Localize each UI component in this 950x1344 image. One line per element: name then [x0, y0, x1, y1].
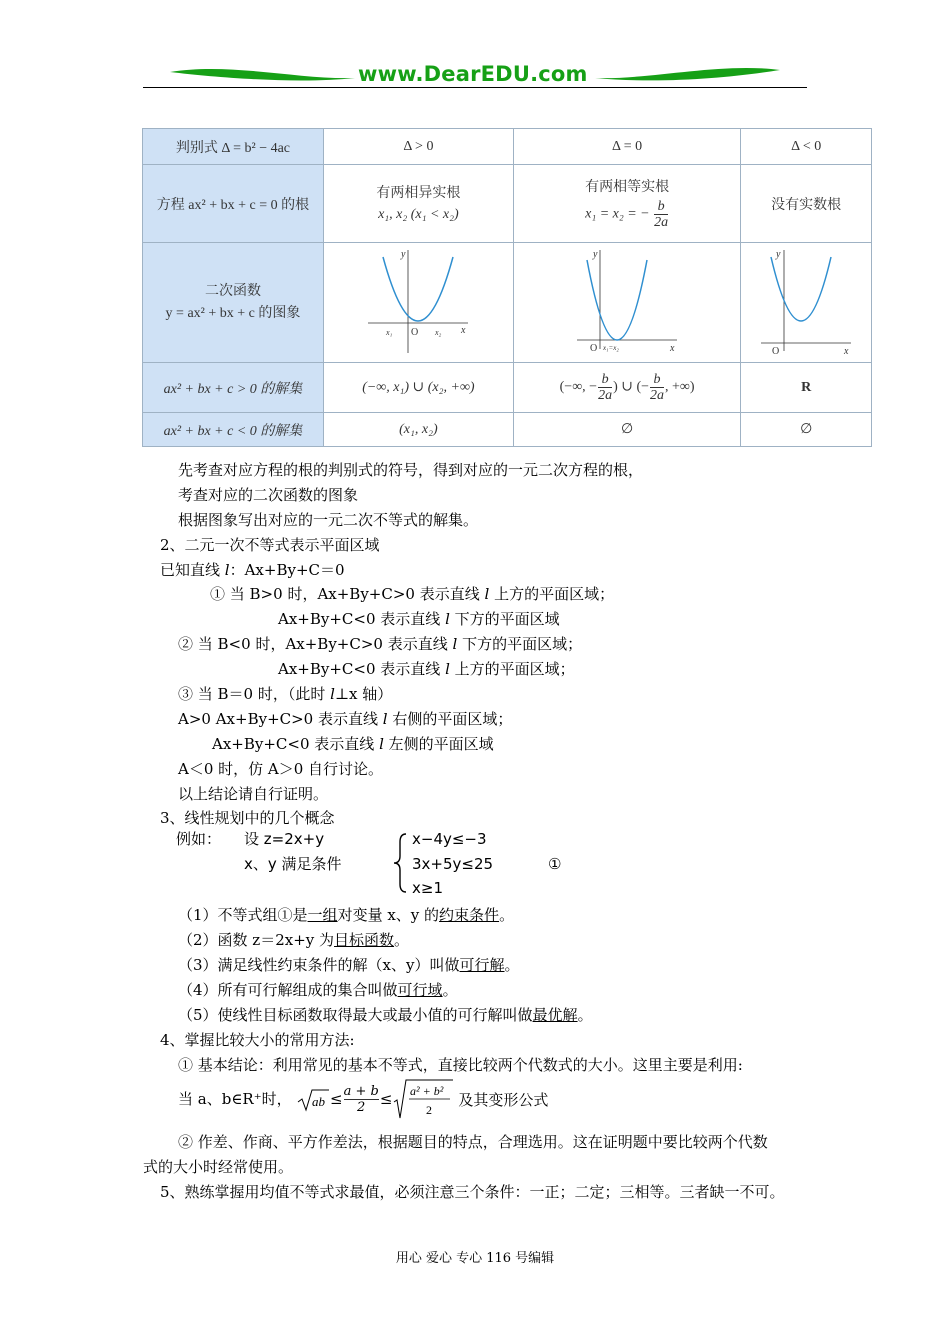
text-part: 目标函数 — [334, 931, 395, 949]
table-row — [143, 413, 872, 447]
text-part: 对变量 x、y 的 — [337, 906, 440, 924]
paragraph — [212, 734, 494, 754]
axis-label-x: x — [670, 343, 675, 354]
constraint-mark: ① — [548, 855, 562, 873]
text-part: 最优解 — [532, 1006, 578, 1024]
roots-values: x₁, x₂ (x₁ < x₂) — [378, 206, 459, 222]
quadratic-table — [142, 128, 872, 447]
origin-label: O — [772, 346, 780, 355]
denominator: 2a — [654, 215, 669, 230]
text-part: 左侧的平面区域 — [383, 735, 494, 753]
paragraph: 以上结论请自行证明。 — [178, 785, 329, 803]
text-part: l — [452, 635, 458, 653]
row-label-lt: ax² + bx + c < 0 的解集 — [143, 413, 324, 447]
text-part: 下方的平面区域； — [457, 635, 583, 653]
numerator: a² + b² — [410, 1084, 444, 1098]
le-sign: ≤ — [330, 1090, 343, 1108]
text-part: 约束条件 — [439, 906, 500, 924]
paragraph — [178, 709, 512, 729]
gt-part-b: ) ∪ (− — [613, 379, 650, 395]
graph-cell-2 — [513, 243, 740, 363]
denominator: 2 — [426, 1103, 433, 1117]
col-head-gt0: Δ > 0 — [323, 129, 513, 165]
text-part: ：Ax+By+C＝0 — [229, 561, 345, 579]
header-rule — [143, 87, 807, 88]
text-part: l — [382, 710, 388, 728]
paragraph: 根据图象写出对应的一元二次不等式的解集。 — [178, 511, 479, 529]
section-heading-5: 5、熟练掌握用均值不等式求最值，必须注意三个条件：一正；二定；三相等。三者缺一不可。 — [160, 1183, 785, 1201]
gt-part-c: , +∞) — [665, 379, 695, 395]
fraction — [654, 199, 668, 230]
gt-cell-3: R — [741, 363, 872, 413]
text-part: 。 — [394, 931, 410, 949]
section-heading-4: 4、掌握比较大小的常用方法: — [160, 1031, 355, 1049]
text-part: 可行域 — [397, 981, 443, 999]
text-part: l — [379, 735, 384, 753]
roots-text: 有两相等实根 — [585, 180, 670, 195]
text-part: 。 — [504, 956, 520, 974]
formula-tail: 及其变形公式 — [458, 1090, 549, 1109]
text-part: 。 — [442, 981, 458, 999]
roots-cell-3: 没有实数根 — [741, 165, 872, 243]
text-part: 一组 — [307, 906, 338, 924]
axis-label-y: y — [401, 249, 406, 260]
mean-inequality — [296, 1078, 548, 1120]
left-brace — [392, 832, 408, 894]
paragraph: ① 基本结论：利用常见的基本不等式，直接比较两个代数式的大小。这里主要是利用: — [178, 1056, 743, 1074]
constraint-1: x−4y≤−3 — [412, 830, 487, 848]
paragraph: ② 作差、作商、平方作差法，根据题目的特点，合理选用。这在证明题中要比较两个代数 — [178, 1133, 768, 1151]
text-part: 已知直线 — [160, 561, 225, 579]
footer: 用心 爱心 专心 116 号编辑 — [395, 1251, 555, 1266]
axis-label-x: x — [461, 325, 466, 336]
gt-part-a: (−∞, − — [559, 379, 598, 395]
numerator: a + b — [343, 1083, 379, 1099]
axis-label-y: y — [776, 249, 781, 260]
root-label-x2: x₂ — [435, 328, 442, 337]
text-part: Ax+By+C<0 表示直线 — [212, 735, 380, 753]
table-row — [143, 363, 872, 413]
root-label-double: x₁=x₂ — [603, 344, 619, 352]
text-part: ③ 当 B＝0 时，（此时 — [178, 685, 331, 703]
table-row — [143, 129, 872, 165]
denominator: 2a — [598, 388, 613, 403]
text-part: Ax+By+C<0 表示直线 — [278, 610, 446, 628]
text-part: Ax+By+C<0 表示直线 — [278, 660, 446, 678]
paragraph — [278, 609, 560, 629]
denominator: 2a — [650, 388, 665, 403]
example-condition: x、y 满足条件 — [244, 855, 342, 873]
le-sign: ≤ — [379, 1090, 393, 1108]
sqrt-content: ab — [312, 1094, 325, 1109]
fraction — [650, 372, 664, 403]
section-heading-3: 3、线性规划中的几个概念 — [160, 809, 335, 827]
definition-3 — [178, 955, 520, 975]
row-label-disc: 判别式 Δ = b² − 4ac — [143, 129, 324, 165]
roots-formula — [514, 199, 740, 230]
sqrt-sign — [296, 1080, 330, 1118]
paragraph: 考查对应的二次函数的图象 — [178, 486, 359, 504]
row-label-graph — [143, 243, 324, 363]
col-head-lt0: Δ < 0 — [741, 129, 872, 165]
origin-label: O — [411, 327, 419, 338]
lt-cell-1: (x₁, x₂) — [323, 413, 513, 447]
lt-cell-3: ∅ — [741, 413, 872, 447]
text-part: 。 — [577, 1006, 593, 1024]
graph-label-2: y = ax² + bx + c 的图象 — [165, 305, 301, 321]
text-part: A>0 Ax+By+C>0 表示直线 — [178, 710, 383, 728]
origin-label: O — [590, 343, 598, 354]
text-part: l — [445, 660, 450, 678]
formula-prefix: 当 a、b∈R⁺时， — [178, 1090, 292, 1108]
roots-cell-1 — [323, 165, 513, 243]
sqrt-sign — [392, 1078, 454, 1120]
example-label: 例如： — [176, 830, 222, 848]
gt-cell-2 — [513, 363, 740, 413]
text-part: 可行解 — [459, 956, 505, 974]
text-part: l — [445, 610, 450, 628]
constraint-2: 3x+5y≤25 — [412, 855, 494, 873]
numerator: b — [654, 199, 668, 215]
row-label-gt: ax² + bx + c > 0 的解集 — [143, 363, 324, 413]
text-part: （1）不等式组①是 — [178, 906, 308, 924]
numerator: b — [598, 372, 612, 388]
definition-2 — [178, 930, 409, 950]
root-label-x1: x₁ — [386, 328, 393, 337]
text-part: 右侧的平面区域； — [387, 710, 513, 728]
fraction — [598, 372, 612, 403]
roots-text: 有两相异实根 — [376, 185, 461, 201]
table-row — [143, 243, 872, 363]
roots-expr: x₁ = x₂ = − — [585, 206, 650, 222]
paragraph: A＜0 时，仿 A＞0 自行讨论。 — [178, 760, 384, 778]
paragraph — [160, 560, 345, 580]
example-objective: 设 z=2x+y — [244, 830, 325, 848]
graph-label-1: 二次函数 — [204, 283, 261, 299]
roots-cell-2 — [513, 165, 740, 243]
parabola-two-roots — [363, 245, 473, 355]
lt-cell-2: ∅ — [513, 413, 740, 447]
text-part: 下方的平面区域 — [449, 610, 560, 628]
row-label-roots: 方程 ax² + bx + c = 0 的根 — [143, 165, 324, 243]
text-part: （3）满足线性约束条件的解（x、y）叫做 — [178, 956, 460, 974]
text-part: ② 当 B<0 时，Ax+By+C>0 表示直线 — [178, 635, 453, 653]
axis-label-x: x — [844, 346, 849, 355]
constraint-3: x≥1 — [412, 879, 443, 897]
paragraph — [210, 584, 614, 604]
numerator: b — [650, 372, 664, 388]
paragraph — [178, 634, 582, 654]
fraction — [344, 1084, 379, 1115]
paragraph: 式的大小时经常使用。 — [143, 1158, 294, 1176]
definition-5 — [178, 1005, 593, 1025]
section-heading-2: 2、二元一次不等式表示平面区域 — [160, 536, 380, 554]
text-part: 上方的平面区域； — [449, 660, 575, 678]
gt-cell-1: (−∞, x₁) ∪ (x₂, +∞) — [323, 363, 513, 413]
text-part: ① 当 B>0 时，Ax+By+C>0 表示直线 — [210, 585, 485, 603]
definition-4 — [178, 980, 458, 1000]
text-part: ⊥x 轴） — [334, 685, 393, 703]
paragraph: 先考查对应方程的根的判别式的符号，得到对应的一元二次方程的根， — [178, 461, 644, 479]
axis-label-y: y — [593, 249, 598, 260]
graph-cell-3 — [741, 243, 872, 363]
header-site-url: www.DearEDU.com — [358, 62, 588, 86]
col-head-eq0: Δ = 0 — [513, 129, 740, 165]
parabola-no-root — [756, 245, 856, 355]
text-part: （4）所有可行解组成的集合叫做 — [178, 981, 398, 999]
paragraph — [278, 659, 575, 679]
graph-cell-1 — [323, 243, 513, 363]
table-row — [143, 165, 872, 243]
text-part: 上方的平面区域； — [489, 585, 615, 603]
text-part: 。 — [499, 906, 515, 924]
parabola-double-root — [572, 245, 682, 355]
text-part: l — [330, 685, 335, 703]
text-part: （5）使线性目标函数取得最大或最小值的可行解叫做 — [178, 1006, 533, 1024]
definition-1 — [178, 905, 514, 925]
text-part: l — [484, 585, 490, 603]
text-part: l — [224, 561, 230, 579]
denominator: 2 — [357, 1099, 366, 1115]
text-part: （2）函数 z＝2x+y 为 — [178, 931, 335, 949]
paragraph — [178, 684, 392, 704]
